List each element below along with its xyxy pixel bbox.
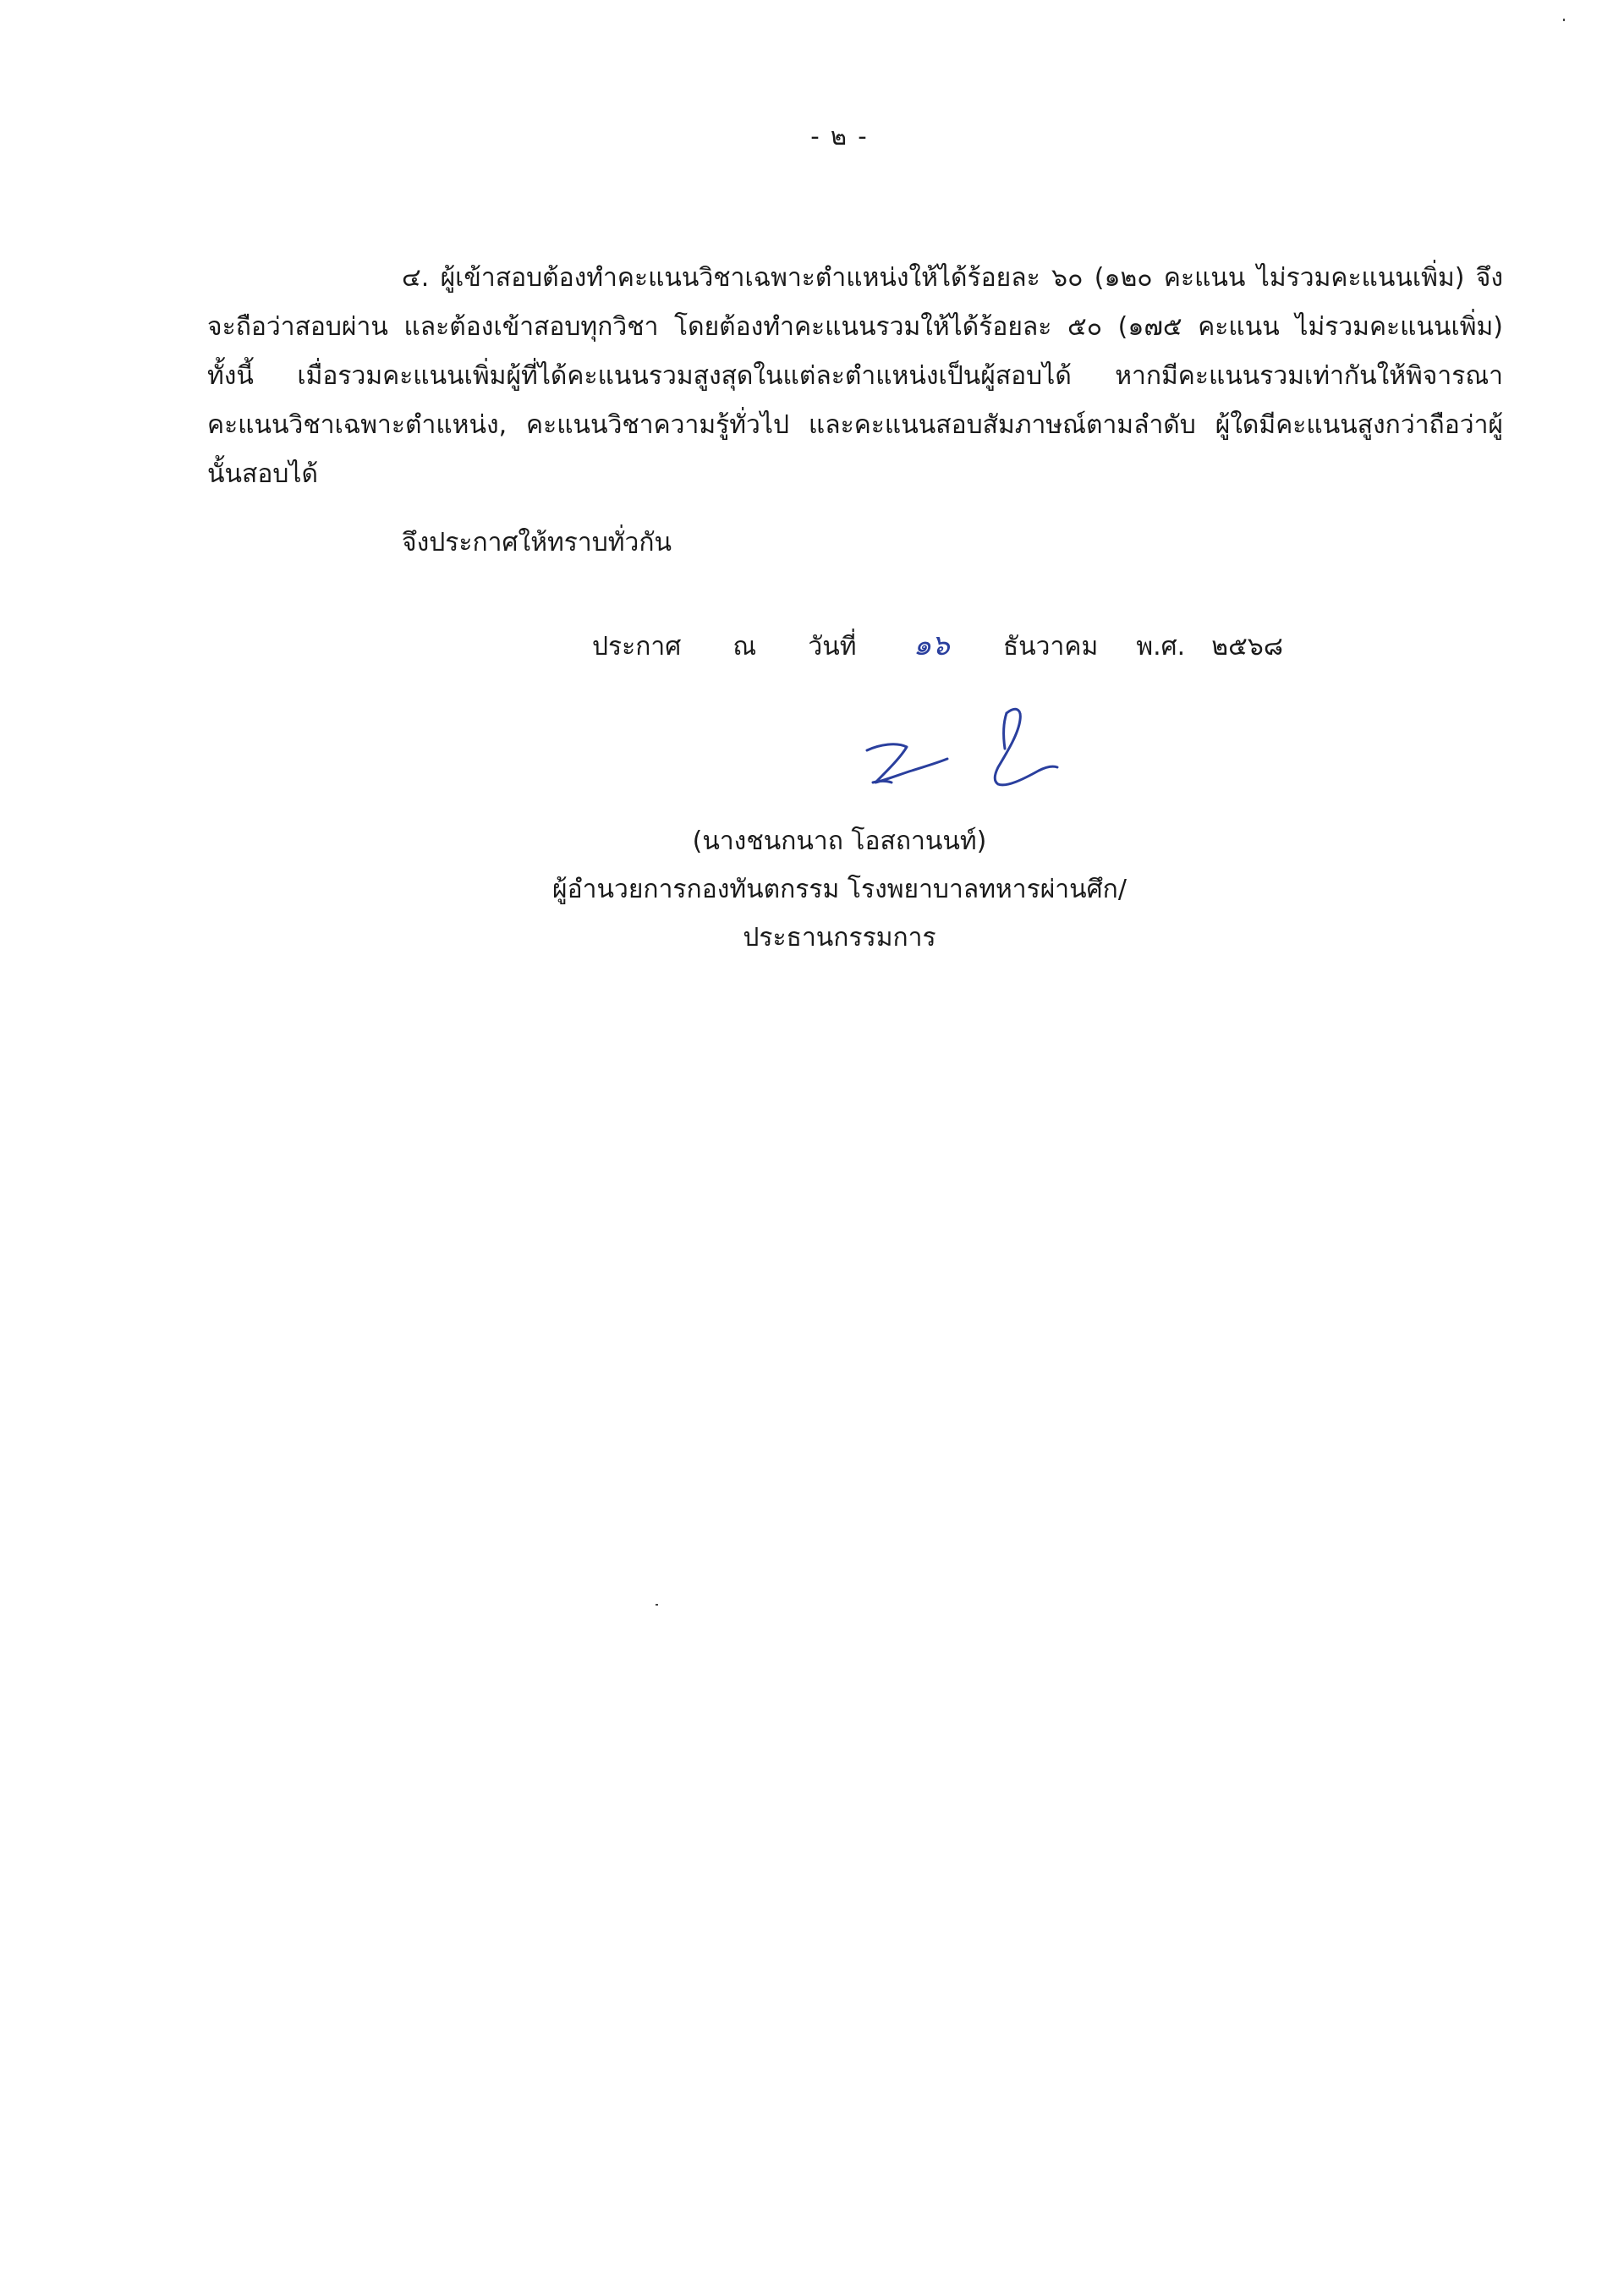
day-label: วันที่ [808, 632, 857, 662]
page-number: - ๒ - [810, 122, 869, 151]
era-label: พ.ศ. [1136, 632, 1186, 662]
at-label: ณ [732, 632, 757, 662]
closing-statement: จึงประกาศให้ทราบทั่วกัน [402, 528, 672, 557]
month-label: ธันวาคม [1002, 632, 1099, 662]
criteria-paragraph [207, 254, 1503, 499]
announcement-body [207, 254, 1503, 499]
handwritten-signature [854, 698, 1074, 808]
announced-label: ประกาศ [592, 632, 682, 662]
signer-position: ผู้อำนวยการกองทันตกรรม โรงพยาบาลทหารผ่านศึก/ [552, 875, 1127, 904]
signer-name: (นางชนกนาถ โอสถานนท์) [692, 826, 987, 856]
year-label: ๒๕๖๘ [1211, 632, 1283, 662]
criteria-paragraph-text: ๔. ผู้เข้าสอบต้องทำคะแนนวิชาเฉพาะตำแหน่งให้ได้ร้อยละ ๖๐ (๑๒๐ คะแนน ไม่รวมคะแนนเพิ่ม) จึงจะถือว่าสอบผ่าน และต้องเข้าสอบทุกวิชา โดยต้องทำคะแนนรวมให้ได้ร้อยละ ๕๐ (๑๗๕ คะแนน ไม่รวมคะแนนเพิ่ม) ทั้งนี้ เมื่อรวมคะแนนเพิ่มผู้ที่ได้คะแนนรวมสูงสุดในแต่ละตำแหน่งเป็นผู้สอบได้ หากมีคะแนนรวมเท่ากันให้พิจารณาคะแนนวิชาเฉพาะตำแหน่ง, คะแนนวิชาความรู้ทั่วไป และคะแนนสอบสัมภาษณ์ตามลำดับ ผู้ใดมีคะแนนสูงกว่าถือว่าผู้นั้นสอบได้ [207, 263, 1503, 489]
signer-role: ประธานกรรมการ [743, 923, 936, 953]
scan-speck [1563, 19, 1565, 21]
handwritten-day: ๑๖ [913, 629, 950, 662]
scan-speck [656, 1604, 658, 1606]
announcement-date-line [592, 621, 1283, 672]
signer-block [0, 817, 1624, 962]
